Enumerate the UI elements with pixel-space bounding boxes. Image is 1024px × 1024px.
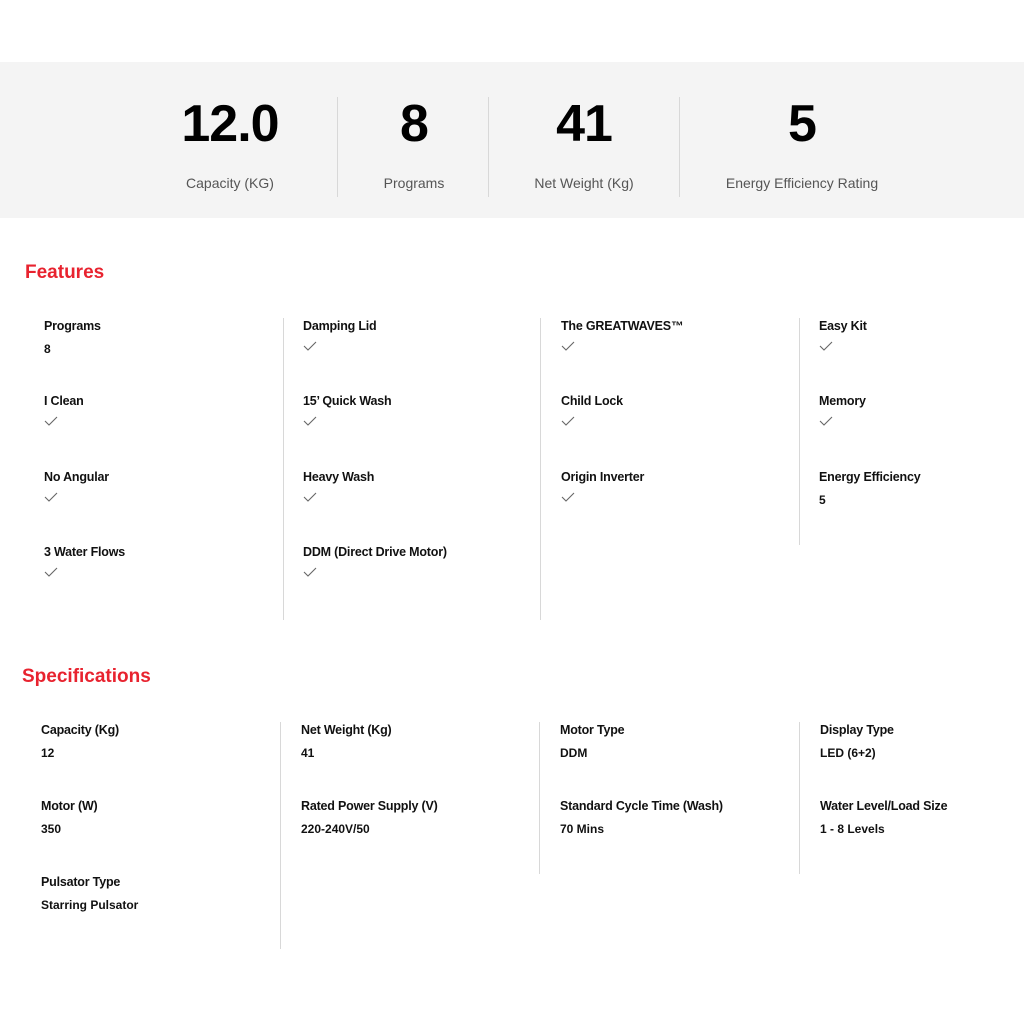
spec-label: Motor Type [560, 723, 625, 737]
spec-value: DDM [560, 745, 588, 760]
spec-label: Water Level/Load Size [820, 799, 948, 813]
check-icon [561, 341, 575, 351]
spec-label: Standard Cycle Time (Wash) [560, 799, 723, 813]
spec-label: Motor (W) [41, 799, 98, 813]
check-icon [303, 492, 317, 502]
spec-cycle-time [560, 800, 780, 835]
feature-quick-wash [303, 395, 523, 426]
feature-i-clean [44, 395, 264, 426]
feature-label: Energy Efficiency [819, 470, 921, 484]
spec-value: 220-240V/50 [301, 821, 370, 836]
spec-pulsator-type [41, 876, 261, 911]
spec-label: Capacity (Kg) [41, 723, 119, 737]
spec-capacity [41, 724, 261, 759]
feature-label: Child Lock [561, 394, 623, 408]
feature-child-lock [561, 395, 781, 426]
feature-label: The GREATWAVES™ [561, 319, 684, 333]
check-icon [44, 492, 58, 502]
feature-energy-efficiency [819, 471, 1024, 506]
check-icon [819, 416, 833, 426]
feature-greatwaves [561, 320, 781, 351]
spec-label: Display Type [820, 723, 894, 737]
feature-water-flows [44, 546, 264, 577]
feature-ddm [303, 546, 523, 577]
feature-value: 5 [819, 492, 826, 507]
feature-label: Programs [44, 319, 101, 333]
feature-damping-lid [303, 320, 523, 351]
feature-label: 3 Water Flows [44, 545, 125, 559]
spec-value: LED (6+2) [820, 745, 876, 760]
stat-divider [337, 97, 338, 197]
stat-label: Programs [383, 175, 445, 191]
check-icon [303, 567, 317, 577]
check-icon [303, 341, 317, 351]
feature-label: 15’ Quick Wash [303, 394, 392, 408]
feature-label: No Angular [44, 470, 109, 484]
spec-value: 41 [301, 745, 315, 760]
feature-label: Heavy Wash [303, 470, 375, 484]
check-icon [561, 416, 575, 426]
stat-energy-rating [692, 62, 912, 218]
spec-value: 12 [41, 745, 55, 760]
column-divider [540, 318, 541, 620]
column-divider [280, 722, 281, 949]
column-divider [799, 722, 800, 874]
check-icon [303, 416, 317, 426]
feature-memory [819, 395, 1024, 426]
feature-label: Memory [819, 394, 866, 408]
stat-value: 12.0 [181, 95, 279, 153]
spec-display-type [820, 724, 1024, 759]
features-title: Features [25, 262, 105, 283]
column-divider [539, 722, 540, 874]
spec-rated-power-supply [301, 800, 521, 835]
feature-label: DDM (Direct Drive Motor) [303, 545, 447, 559]
spec-label: Net Weight (Kg) [301, 723, 392, 737]
check-icon [819, 341, 833, 351]
feature-heavy-wash [303, 471, 523, 502]
stat-capacity [140, 62, 320, 218]
spec-motor-type [560, 724, 780, 759]
spec-motor [41, 800, 261, 835]
stat-value: 5 [788, 95, 816, 153]
check-icon [44, 416, 58, 426]
stat-divider [679, 97, 680, 197]
column-divider [283, 318, 284, 620]
column-divider [799, 318, 800, 545]
stat-net-weight [494, 62, 674, 218]
spec-net-weight [301, 724, 521, 759]
feature-label: Origin Inverter [561, 470, 645, 484]
spec-label: Pulsator Type [41, 875, 121, 889]
stat-label: Capacity (KG) [186, 175, 274, 191]
stats-bar [0, 62, 1024, 218]
stat-value: 8 [400, 95, 428, 153]
spec-value: Starring Pulsator [41, 897, 139, 912]
spec-water-level [820, 800, 1024, 835]
feature-easy-kit [819, 320, 1024, 351]
feature-value: 8 [44, 341, 51, 356]
feature-label: I Clean [44, 394, 84, 408]
feature-origin-inverter [561, 471, 781, 502]
spec-value: 1 - 8 Levels [820, 821, 885, 836]
feature-programs [44, 320, 264, 355]
feature-label: Damping Lid [303, 319, 377, 333]
stat-divider [488, 97, 489, 197]
stat-programs [344, 62, 484, 218]
stat-label: Net Weight (Kg) [534, 175, 634, 191]
check-icon [561, 492, 575, 502]
specifications-title: Specifications [22, 666, 151, 687]
check-icon [44, 567, 58, 577]
stat-label: Energy Efficiency Rating [725, 175, 879, 191]
spec-value: 70 Mins [560, 821, 605, 836]
feature-label: Easy Kit [819, 319, 867, 333]
stat-value: 41 [556, 95, 612, 153]
spec-label: Rated Power Supply (V) [301, 799, 438, 813]
spec-value: 350 [41, 821, 62, 836]
feature-no-angular [44, 471, 264, 502]
